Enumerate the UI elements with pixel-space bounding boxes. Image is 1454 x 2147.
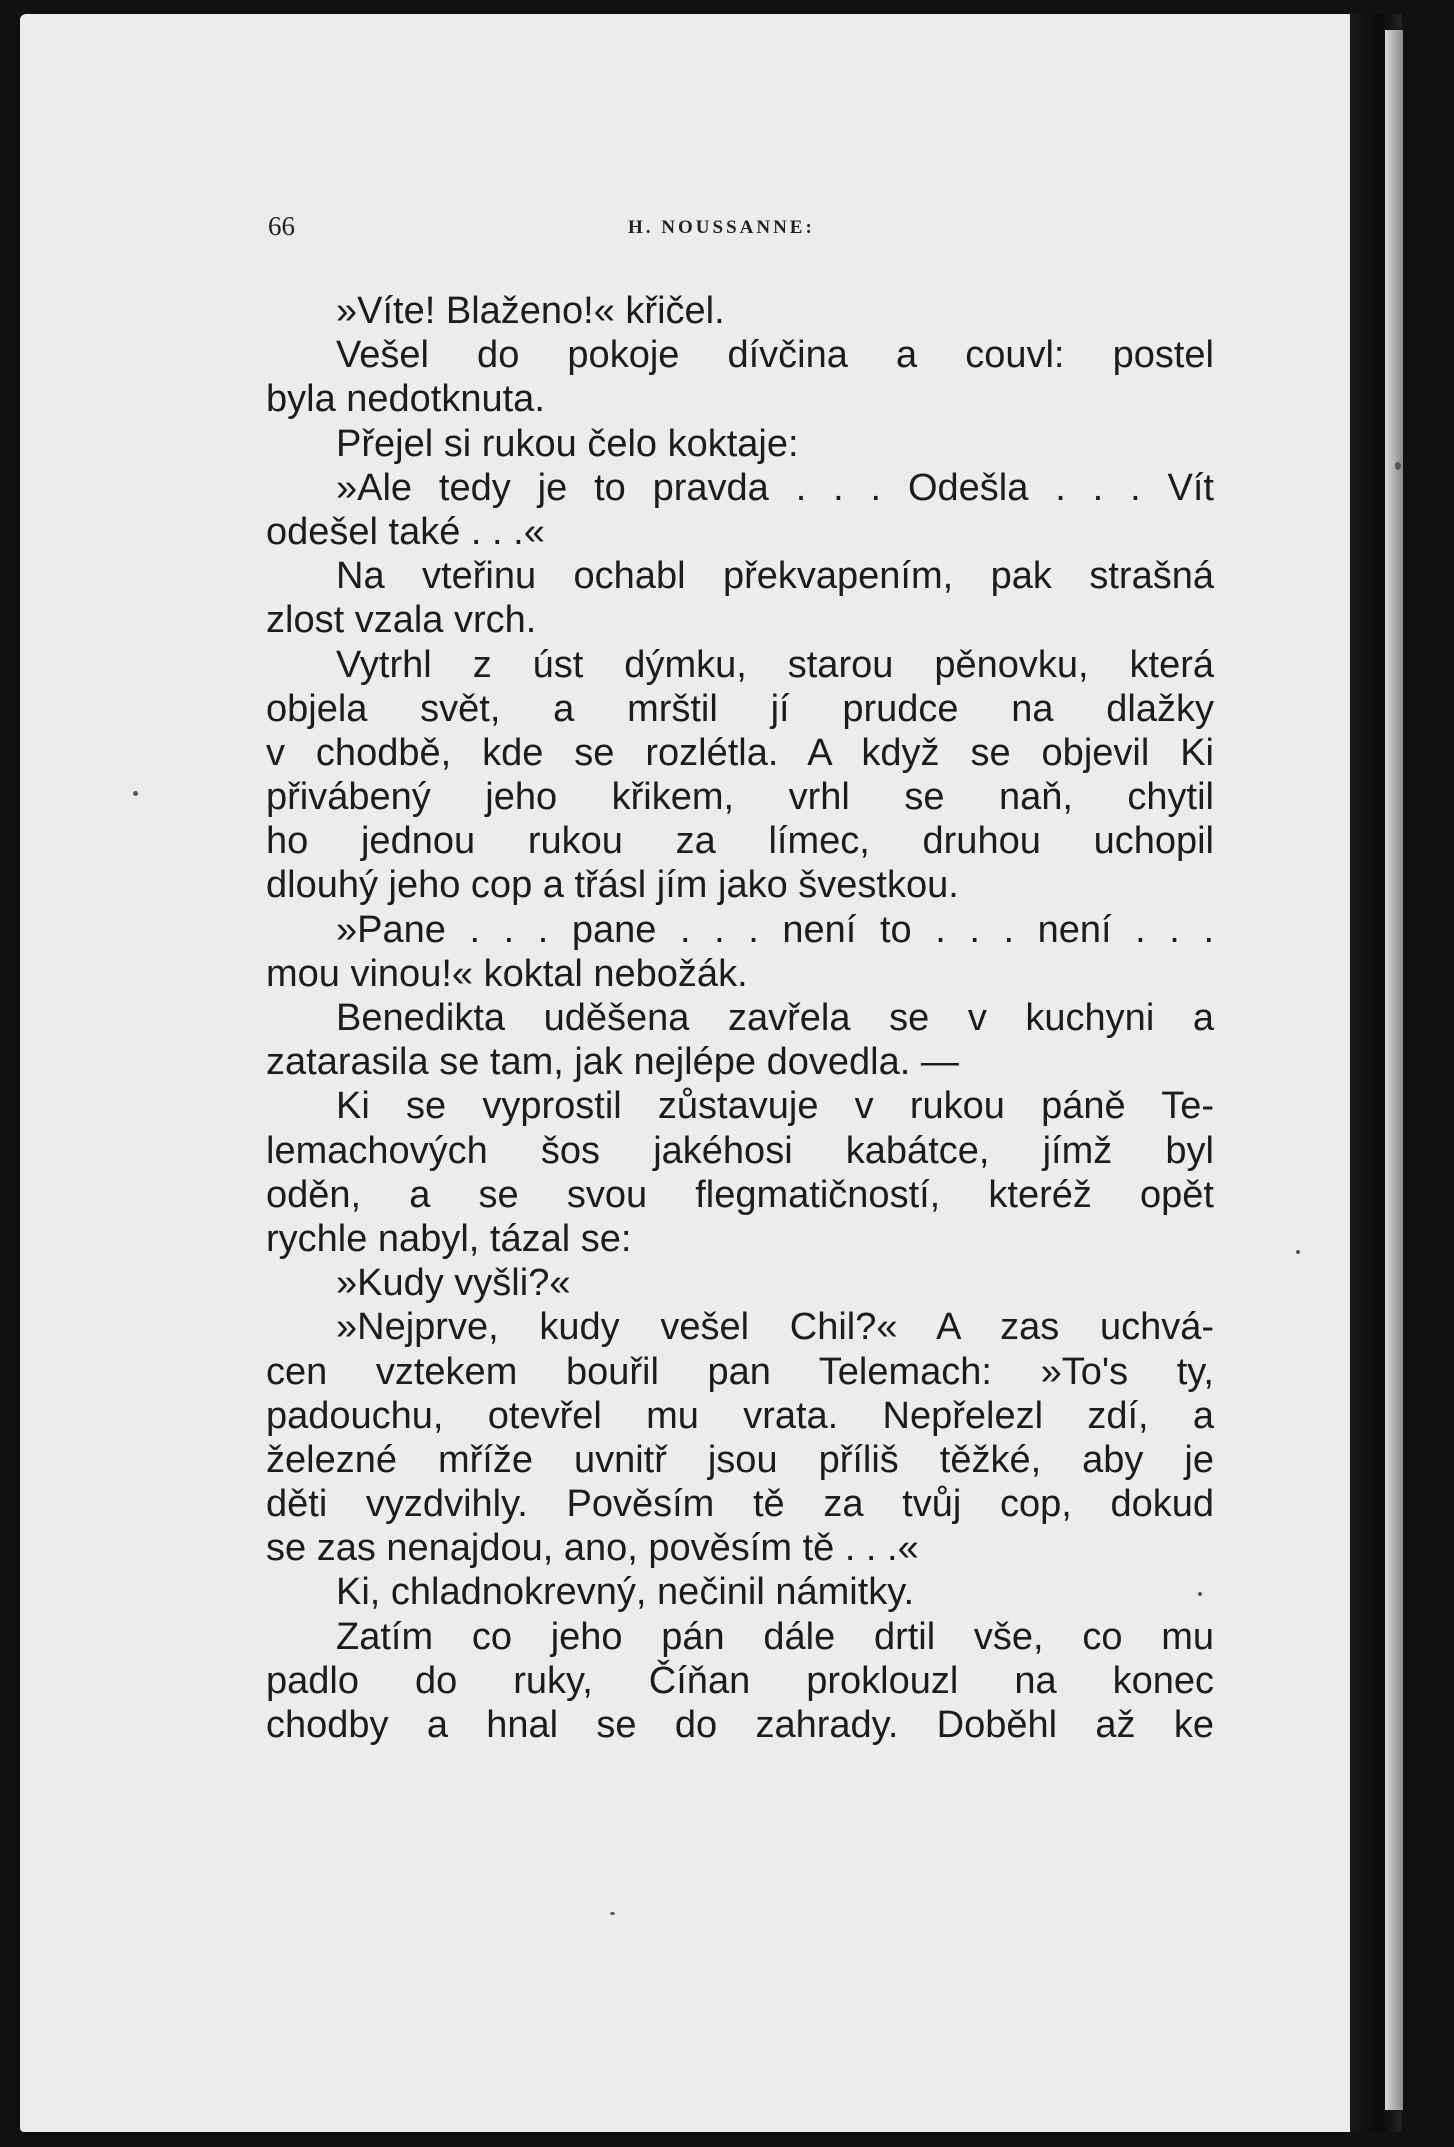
text-line: v chodbě, kde se rozlétla. A když se objevil Ki — [266, 731, 1214, 774]
page-header — [268, 207, 1210, 247]
text-line: Zatím co jeho pán dále drtil vše, co mu — [336, 1615, 1214, 1658]
text-line: se zas nenajdou, ano, pověsím tě . . .« — [266, 1527, 919, 1570]
text-line: Vytrhl z úst dýmku, starou pěnovku, která — [336, 643, 1214, 686]
text-line: Na vteřinu ochabl překvapením, pak strašná — [336, 555, 1214, 598]
paper-speck — [133, 791, 138, 796]
page-number: 66 — [268, 211, 295, 241]
text-line: »Nejprve, kudy vešel Chil?« A zas uchvá- — [336, 1306, 1214, 1349]
text-line: rychle nabyl, tázal se: — [266, 1217, 632, 1260]
text-line: zatarasila se tam, jak nejlépe dovedla. — — [266, 1041, 959, 1084]
text-line: padlo do ruky, Číňan proklouzl na konec — [266, 1659, 1214, 1702]
text-line: »Víte! Blaženo!« křičel. — [336, 290, 725, 332]
text-line: cen vztekem bouřil pan Telemach: »To's ty, — [266, 1350, 1214, 1393]
text-line: Přejel si rukou čelo koktaje: — [336, 422, 799, 465]
text-line: »Ale tedy je to pravda . . . Odešla . . . Vít — [336, 466, 1214, 509]
text-line: byla nedotknuta. — [266, 378, 545, 421]
running-head: H. NOUSSANNE: — [628, 217, 815, 238]
text-line: ho jednou rukou za límec, druhou uchopil — [266, 820, 1214, 863]
text-line: odešel také . . .« — [266, 510, 545, 553]
text-line: lemachových šos jakéhosi kabátce, jímž byl — [266, 1129, 1214, 1172]
text-line: železné mříže uvnitř jsou příliš těžké, aby je — [266, 1438, 1214, 1481]
text-line: padouchu, otevřel mu vrata. Nepřelezl zdí, a — [266, 1394, 1214, 1437]
text-line: oděn, a se svou flegmatičností, kteréž opět — [266, 1173, 1214, 1216]
paper-speck — [1296, 1250, 1300, 1254]
text-line: Ki, chladnokrevný, nečinil námitky. — [336, 1571, 914, 1614]
text-line: zlost vzala vrch. — [266, 599, 537, 642]
text-line: »Kudy vyšli?« — [336, 1262, 571, 1305]
text-line: Benedikta uděšena zavřela se v kuchyni a — [336, 997, 1214, 1039]
text-line: chodby a hnal se do zahrady. Doběhl až ke — [266, 1704, 1214, 1746]
text-line: objela svět, a mrštil jí prudce na dlažky — [266, 687, 1214, 730]
paper-speck — [1198, 1592, 1202, 1596]
text-line: děti vyzdvihly. Pověsím tě za tvůj cop, dokud — [266, 1483, 1214, 1526]
text-line: Vešel do pokoje dívčina a couvl: postel — [336, 334, 1214, 377]
text-line: dlouhý jeho cop a třásl jím jako švestkou. — [266, 864, 959, 907]
text-line: »Pane . . . pane . . . není to . . . není . . . — [336, 908, 1214, 951]
paper-speck — [1395, 462, 1401, 470]
text-line: přivábený jeho křikem, vrhl se naň, chytil — [266, 776, 1214, 819]
page-edge-shadow — [1385, 30, 1403, 2110]
paper-speck — [610, 1912, 615, 1915]
text-line: Ki se vyprostil zůstavuje v rukou páně Te- — [336, 1085, 1214, 1128]
text-line: mou vinou!« koktal nebožák. — [266, 952, 748, 995]
body-text — [266, 289, 1214, 1747]
